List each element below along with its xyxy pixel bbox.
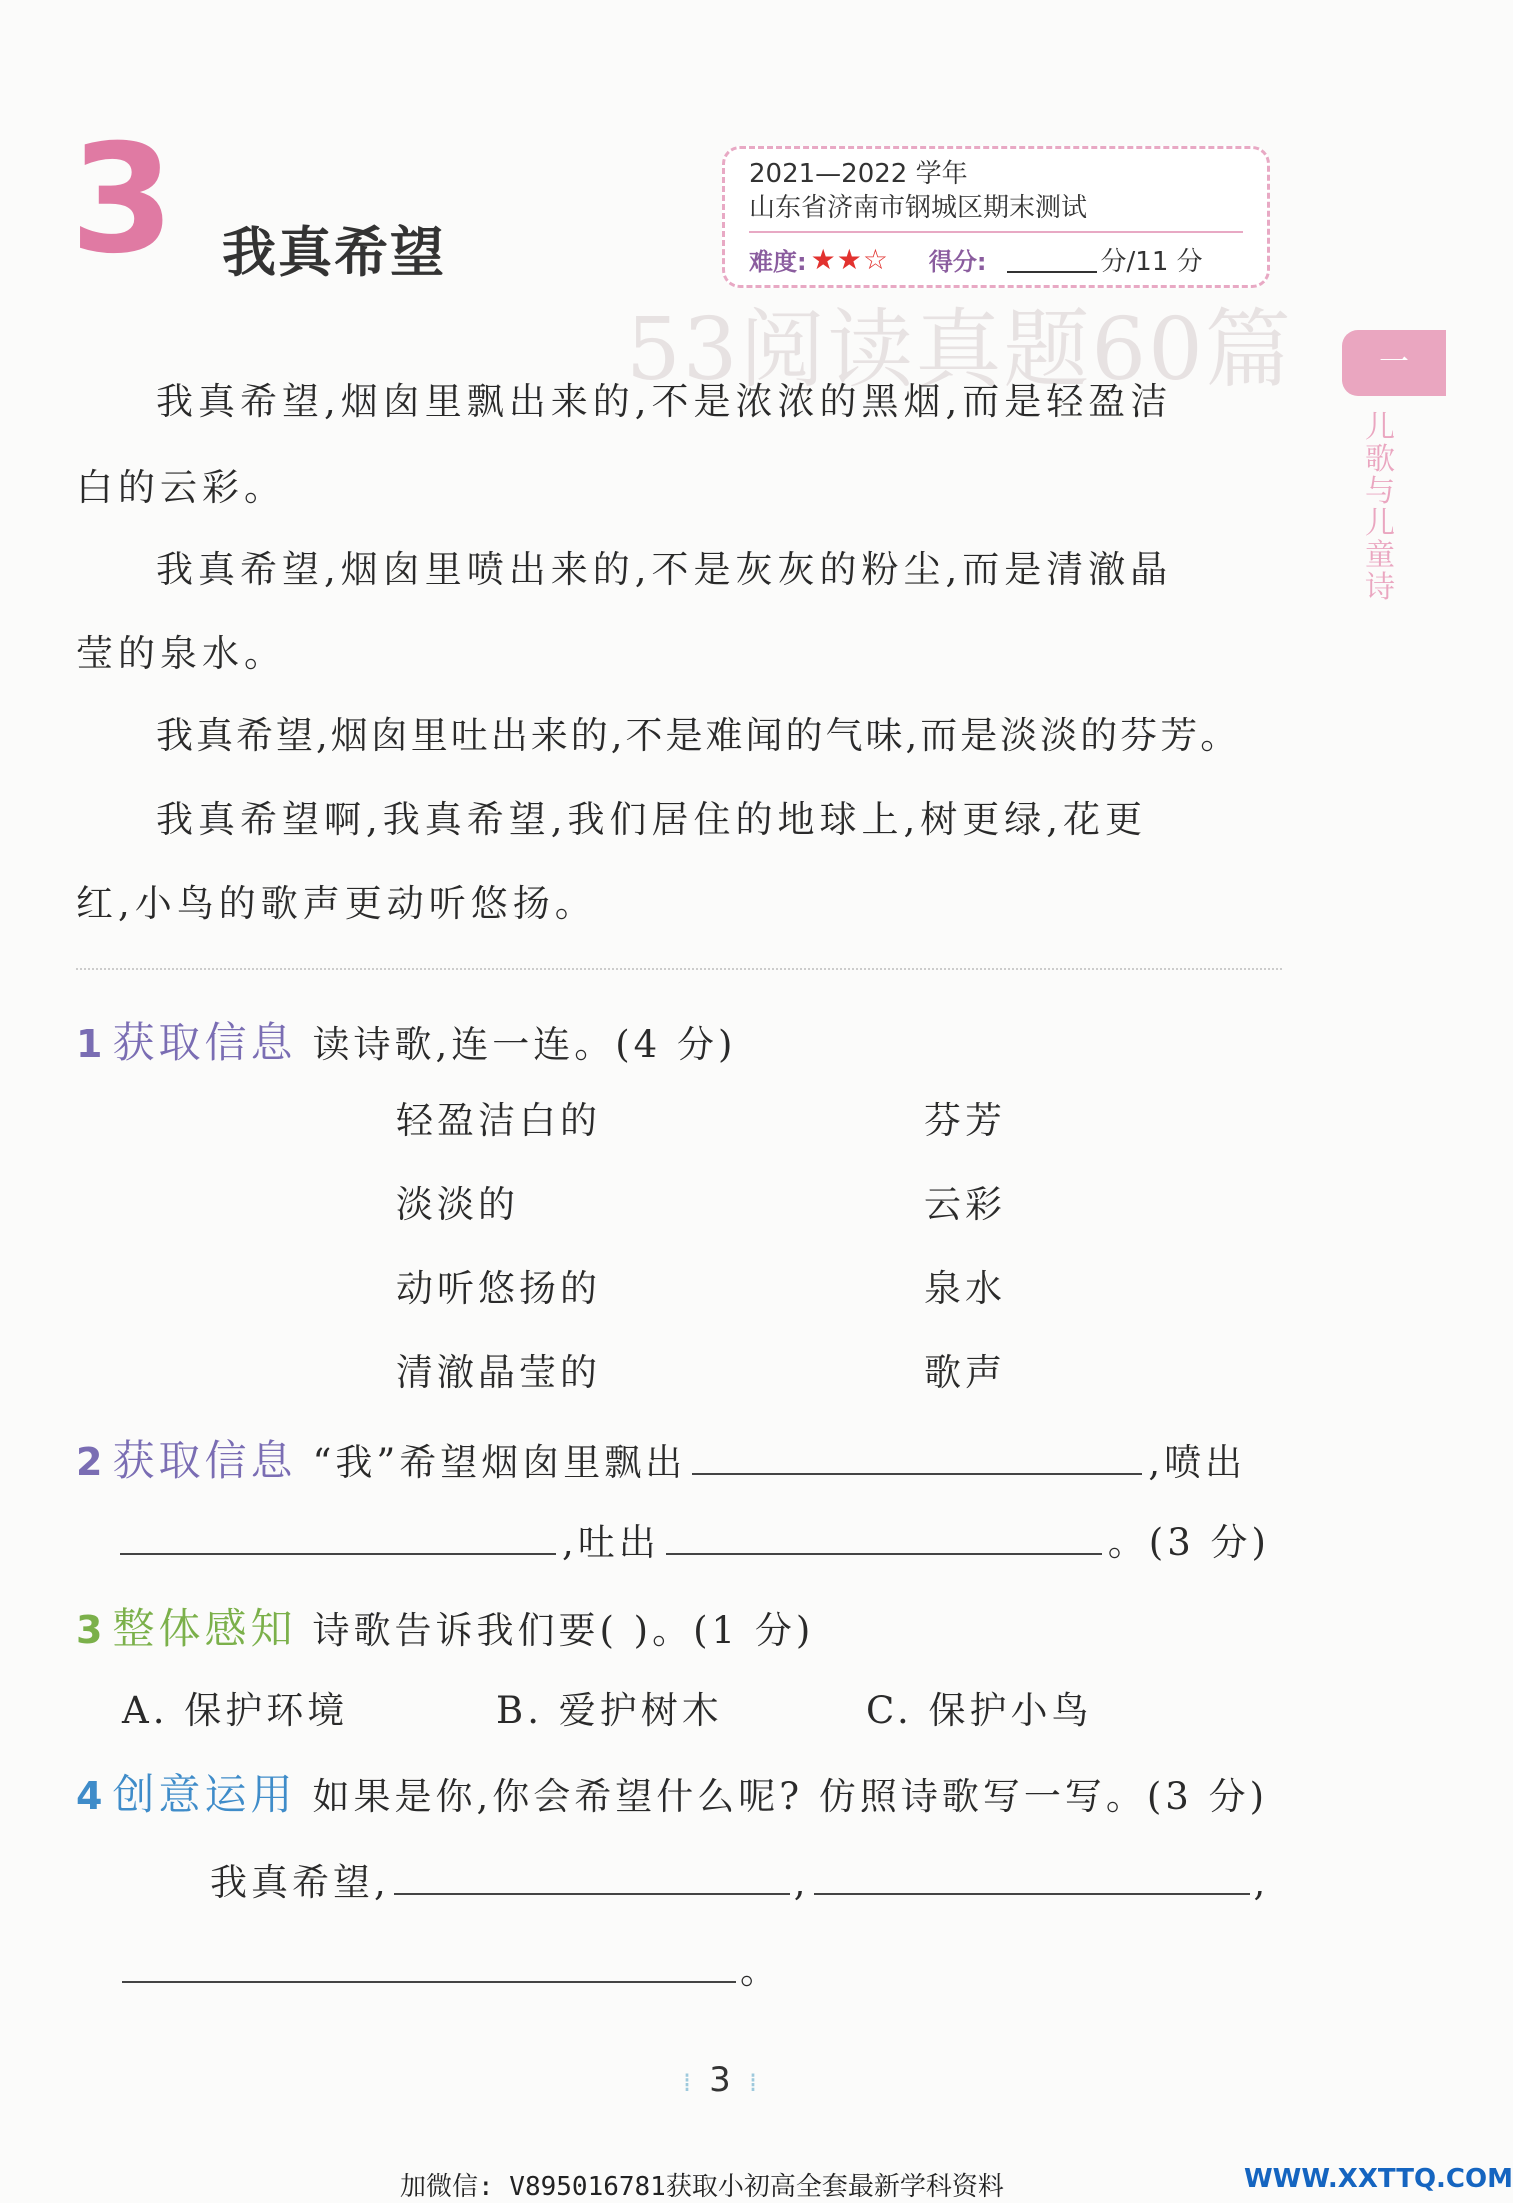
star-empty-icon: ☆ [862, 243, 889, 276]
question-text: ,吐出 [562, 1521, 660, 1564]
question-number: 3 [76, 1608, 107, 1652]
answer-prompt: 我真希望, [210, 1861, 390, 1904]
poem-line: 我真希望啊,我真希望,我们居住的地球上,树更绿,花更 [156, 798, 1148, 841]
question-number: 1 [76, 1022, 107, 1066]
answer-blank[interactable] [394, 1855, 790, 1895]
watermark: 53阅读真题60篇 [626, 300, 1293, 400]
info-divider [749, 231, 1243, 233]
question-2 [76, 1428, 1246, 1488]
comma: , [793, 1861, 810, 1904]
section-divider [76, 968, 1282, 970]
dots-left-icon: ⁞ [682, 2068, 692, 2098]
exam-info-box [722, 146, 1270, 288]
poem-line: 红,小鸟的歌声更动听悠扬。 [76, 882, 597, 925]
match-left-item[interactable]: 轻盈洁白的 [396, 1099, 601, 1142]
match-right-item[interactable]: 云彩 [924, 1183, 1006, 1226]
exam-year: 2021—2022 学年 [749, 159, 968, 189]
question-3 [76, 1596, 814, 1656]
answer-blank[interactable] [692, 1435, 1142, 1475]
question-4 [76, 1762, 1268, 1822]
option-a[interactable]: A. 保护环境 [122, 1689, 349, 1732]
question-tag: 整体感知 [112, 1604, 297, 1653]
score-blank[interactable] [1007, 247, 1097, 273]
side-tab-label: 儿歌与儿童诗 [1365, 410, 1395, 605]
match-right-item[interactable]: 泉水 [924, 1267, 1006, 1310]
question-tag: 获取信息 [112, 1018, 297, 1067]
difficulty-stars-icon [811, 243, 889, 276]
footer-text: 加微信: V895016781获取小初高全套最新学科资料 [400, 2172, 1004, 2202]
side-tab [1342, 330, 1446, 396]
match-left-item[interactable]: 动听悠扬的 [396, 1267, 601, 1310]
question-2-cont [120, 1512, 1270, 1566]
question-4-answer-cont [122, 1940, 781, 1994]
question-number: 2 [76, 1440, 107, 1484]
side-tab-number: 一 [1379, 345, 1409, 380]
match-right-item[interactable]: 歌声 [924, 1351, 1006, 1394]
answer-blank[interactable] [120, 1515, 556, 1555]
poem-line: 白的云彩。 [76, 466, 286, 509]
question-number: 4 [76, 1774, 107, 1818]
match-left-item[interactable]: 清澈晶莹的 [396, 1351, 601, 1394]
question-text: ,喷出 [1148, 1441, 1247, 1484]
page-number-area [620, 2060, 820, 2100]
lesson-number: 3 [70, 113, 175, 287]
question-tag: 获取信息 [112, 1436, 297, 1485]
question-tag: 创意运用 [112, 1770, 297, 1819]
answer-blank[interactable] [122, 1943, 736, 1983]
poem-line: 莹的泉水。 [76, 632, 286, 675]
question-text: 读诗歌,连一连。(4 分) [312, 1023, 737, 1066]
question-text: 如果是你,你会希望什么呢? 仿照诗歌写一写。(3 分) [312, 1775, 1268, 1818]
question-text: 。(3 分) [1107, 1521, 1270, 1564]
question-4-answer [210, 1852, 1269, 1906]
question-1 [76, 1010, 736, 1070]
period: 。 [740, 1949, 781, 1992]
question-text: “我”希望烟囱里飘出 [312, 1441, 687, 1484]
difficulty-label: 难度: [749, 248, 807, 276]
page-number: 3 [709, 2060, 731, 2100]
poem-line: 我真希望,烟囱里飘出来的,不是浓浓的黑烟,而是轻盈洁 [156, 380, 1173, 423]
exam-name: 山东省济南市钢城区期末测试 [749, 193, 1088, 223]
answer-blank[interactable] [814, 1855, 1250, 1895]
lesson-title: 我真希望 [222, 221, 446, 284]
dots-right-icon: ⁞ [748, 2068, 758, 2098]
match-left-item[interactable]: 淡淡的 [396, 1183, 519, 1226]
poem-line: 我真希望,烟囱里喷出来的,不是灰灰的粉尘,而是清澈晶 [156, 548, 1173, 591]
comma: , [1253, 1861, 1270, 1904]
option-b[interactable]: B. 爱护树木 [496, 1689, 723, 1732]
score-label: 得分: [928, 248, 987, 276]
star-filled-icon: ★★ [810, 243, 863, 276]
footer-url[interactable]: WWW.XXTTQ.COM [1244, 2164, 1513, 2194]
question-text: 诗歌告诉我们要( )。(1 分) [312, 1609, 815, 1652]
poem-line: 我真希望,烟囱里吐出来的,不是难闻的气味,而是淡淡的芬芳。 [156, 714, 1241, 757]
option-c[interactable]: C. 保护小鸟 [866, 1689, 1093, 1732]
difficulty-score-row [749, 241, 1243, 278]
score-total: 分/11 分 [1100, 247, 1203, 277]
answer-blank[interactable] [666, 1515, 1102, 1555]
match-right-item[interactable]: 芬芳 [924, 1099, 1006, 1142]
